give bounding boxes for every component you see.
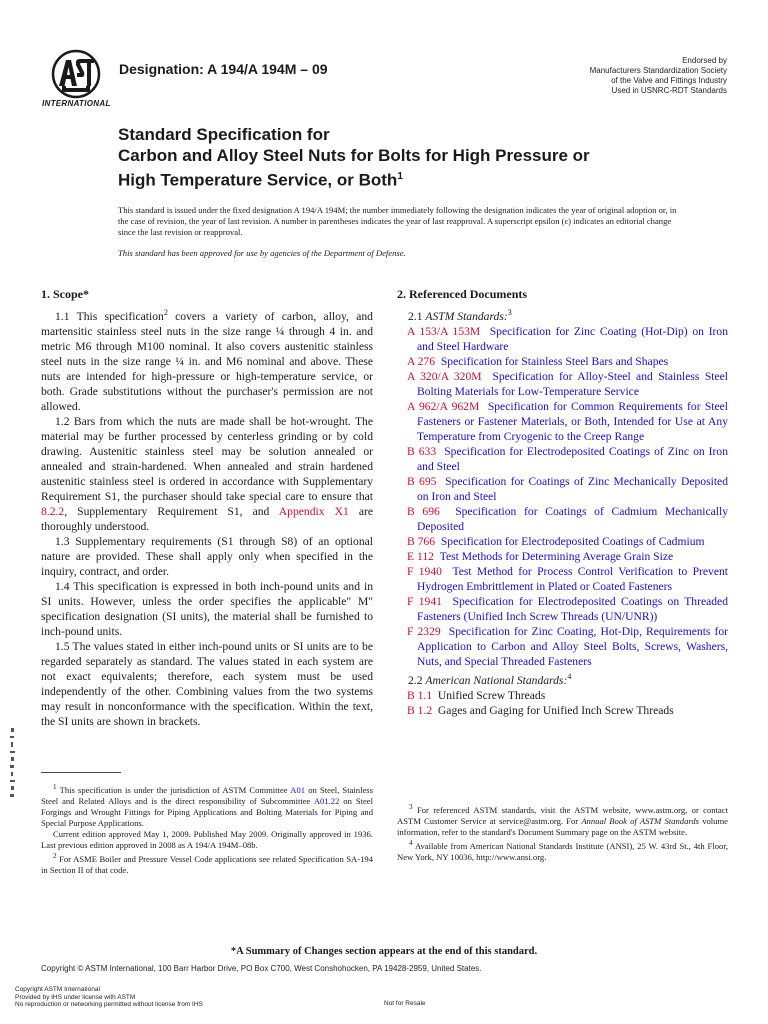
spacer [479,400,488,413]
text: covers a variety of carbon, alloy, and martensitic stainless steel nuts in the size range ¼ through 4 in. and metric M6 through M100 nominal. It also covers austenitic stainless steel nuts in the size range ¼ in. and M6 nominal and above. These nuts are intended for high-pressure or high-temperature service, or both. Grade substitutions without the purchaser's permission are not allowed. [41,309,373,413]
footnote-mark: 3 [409,803,413,811]
text: 1.2 Bars from which the nuts are made shall be hot-wrought. The material may be further processed by centerless grinding or by cold drawing. Austenitic stainless steel may be solution annealed or annealed and strain-hardened. When annealed and strain hardened austenitic stainless steel is ordered in accordance with Supplementary Requirement S1, the purchaser should take special care to ensure that [41,414,373,503]
spacer [442,595,453,608]
reference-title-link[interactable]: Specification for Electrodeposited Coatings on Threaded Fasteners (Unified Inch Screw Threads (UN/UNR)) [417,594,728,623]
margin-watermark [8,728,17,800]
text: volume information, refer to the standard's Document Summary page on the ASTM website. [397,815,728,837]
spacer [436,445,444,458]
title-line: Standard Specification for [118,125,330,144]
text: 2.1 [408,309,426,323]
footnote-mark: 2 [53,851,57,860]
reference-item [397,504,728,534]
endorsement-line: of the Valve and Fittings Industry [611,76,727,85]
text: Available from American National Standards Institute (ANSI), 25 W. 43rd St., 4th Floor, New York, NY 10036, http://www.ansi.org. [397,840,728,862]
endorsement-line: Manufacturers Standardization Society [589,66,727,75]
text: ASTM Standards: [425,309,508,323]
reference-code-link[interactable]: F 1940 [407,564,442,578]
spacer [480,325,489,338]
issue-note: This standard is issued under the fixed designation A 194/A 194M; the number immediately following the designation indicates the year of original adoption or, in the case of revision, the year of last revision. A number in parentheses indicates the year of last reapproval. A superscript epsilon (ε) indicates an editorial change since the last revision or reapproval. [118,205,677,238]
footnote-mark: 1 [53,783,57,791]
text: For referenced ASTM standards, visit the ASTM website, www.astm.org, or contact ASTM Customer Service at service@astm.org. For [397,804,728,826]
footnote-3 [397,802,728,838]
reference-title-link[interactable]: Specification for Coatings of Cadmium Mechanically Deposited [417,504,728,533]
license-line: No reproduction or networking permitted without license from IHS [15,1001,203,1009]
reference-item [397,444,728,474]
spacer [442,565,453,578]
reference-code-link[interactable]: A 276 [407,354,436,368]
reference-item [397,688,728,703]
reference-title-link[interactable]: Test Methods for Determining Average Grain Size [439,549,674,563]
reference-code-link[interactable]: B 1.2 [407,703,433,717]
document-title [118,124,678,191]
text: For ASME Boiler and Pressure Vessel Code applications see related Specification SA-194 in Section II of that code. [41,853,373,875]
margin-glyphs [8,728,17,800]
paragraph-1-5: 1.5 The values stated in either inch-pound units or SI units are to be regarded separately as standard. The values stated in each system are not exact equivalents; therefore, each system must be used independently of the other. Combining values from the two systems may result in nonconformance with the specification. Within the text, the SI units are shown in brackets. [41,639,373,728]
text: 1.1 This specification [55,309,164,323]
reference-item [397,594,728,624]
reference-title-link[interactable]: Specification for Zinc Coating (Hot-Dip) on Iron and Steel Hardware [417,324,729,353]
reference-item [397,534,728,549]
edition-note: Current edition approved May 1, 2009. Published May 2009. Originally approved in 1936. Last previous edition approved in 2008 as A 194/A 194M–08b. [41,828,373,850]
license-line: Provided by IHS under license with ASTM [15,993,136,1001]
reference-item [397,354,728,369]
footnotes-left [41,782,373,876]
logo-wordmark: INTERNATIONAL [42,99,111,108]
paragraph-1-2 [41,414,373,534]
reference-title-link[interactable]: Specification for Stainless Steel Bars and Shapes [440,354,669,368]
ansi-standards-label [397,669,728,688]
title-footnote-mark: 1 [397,171,403,182]
footnote-2 [41,851,373,876]
reference-code-link[interactable]: A 320/A 320M [407,369,482,383]
ansi-reference-list [397,688,728,718]
reference-title-link[interactable]: Specification for Zinc Coating, Hot-Dip, Requirements for Application to Carbon and Alloy Steel Bolts, Screws, Washers, Nuts, and Special Threaded Fasteners [417,624,728,668]
reference-code-link[interactable]: B 695 [407,474,437,488]
text: This specification is under the jurisdiction of ASTM Committee [56,784,291,795]
paragraph-1-1 [41,305,373,414]
reference-item [397,624,728,669]
reference-item [397,564,728,594]
astm-standards-label [397,305,728,324]
subcommittee-link[interactable]: A01.22 [313,795,340,806]
title-line-text: High Temperature Service, or Both [118,170,398,190]
paragraph-1-3: 1.3 Supplementary requirements (S1 through S8) of an optional nature are provided. These shall apply only when specified in the inquiry, contract, and order. [41,534,373,578]
reference-title-link[interactable]: Specification for Alloy-Steel and Stainless Steel Bolting Materials for Low-Temperature Service [417,369,729,398]
reference-item [397,549,728,564]
not-for-resale: Not for Resale [384,1000,426,1007]
reference-code-link[interactable]: A 962/A 962M [407,399,480,413]
reference-title-link[interactable]: Gages and Gaging for Unified Inch Screw Threads [437,703,674,717]
committee-link[interactable]: A01 [290,784,306,795]
footnote-ref: 4 [567,671,572,681]
astm-reference-list [397,324,728,669]
reference-code-link[interactable]: B 766 [407,534,436,548]
defense-note: This standard has been approved for use by agencies of the Department of Defense. [118,248,406,258]
astm-logo [40,48,112,114]
spacer [440,505,455,518]
footnote-ref: 2 [163,308,168,317]
reference-item [397,399,728,444]
footnote-1 [41,782,373,829]
reference-title-link[interactable]: Unified Screw Threads [437,688,546,702]
reference-code-link[interactable]: B 633 [407,444,437,458]
reference-item [397,474,728,504]
text: , Supplementary Requirement S1, and [64,504,279,518]
reference-title-link[interactable]: Specification for Common Requirements for Steel Fasteners or Fastener Materials, or Both, Intended for Use at Any Temperature from Cryogenic to the Creep Range [417,399,729,443]
designation: Designation: A 194/A 194M – 09 [119,61,328,77]
reference-title-link[interactable]: Specification for Electrodeposited Coatings of Cadmium [440,534,705,548]
footnote-divider [41,772,121,773]
title-line: Carbon and Alloy Steel Nuts for Bolts for High Pressure or [118,146,590,165]
reference-code-link[interactable]: E 112 [407,549,434,563]
footnotes-right [397,802,728,863]
text: American National Standards: [425,673,568,687]
reference-title-link[interactable]: Specification for Electrodeposited Coatings of Zinc on Iron and Steel [417,444,728,473]
scope-section [41,287,373,729]
section-heading: 2. Referenced Documents [397,287,528,301]
footnote-ref: 3 [507,308,512,317]
spacer [482,370,493,383]
endorsement-line: Endorsed by [682,56,727,65]
text: are thoroughly understood. [41,504,373,533]
reference-title-link[interactable]: Specification for Coatings of Zinc Mechanically Deposited on Iron and Steel [417,474,728,503]
reference-code-link[interactable]: A 153/A 153M [407,324,481,338]
section-link[interactable]: 8.2.2 [41,504,65,518]
endorsement-line: Used in USNRC-RDT Standards [611,86,727,95]
reference-code-link[interactable]: B 1.1 [407,688,433,702]
appendix-link[interactable]: Appendix X1 [278,504,349,518]
spacer [441,625,449,638]
license-block [15,986,203,1009]
endorsement-block [590,56,727,96]
license-line: Copyright ASTM International [15,986,100,993]
reference-code-link[interactable]: F 1941 [407,594,442,608]
spacer [436,475,445,488]
footnote-4 [397,838,728,863]
reference-item [397,703,728,718]
text: 2.2 [408,673,426,687]
title-line [118,166,678,191]
reference-code-link[interactable]: F 2329 [407,624,441,638]
text: on Steel Forgings and Wrought Fittings for Piping Applications and Bolting Materials for Piping and Special Purpose Applications. [41,795,374,828]
reference-title-link[interactable]: Test Method for Process Control Verification to Prevent Hydrogen Embrittlement in Plated or Coated Fasteners [417,564,728,593]
text: on Steel, Stainless Steel and Related Alloys and is the direct responsibility of Subcommittee [41,784,373,806]
paragraph-1-4: 1.4 This specification is expressed in both inch-pound units and in SI units. However, unless the order specifies the applicable" M" specification designation (SI units), the material shall be furnished to inch-pound units. [41,579,373,638]
referenced-documents-section [397,287,728,718]
text: Annual Book of ASTM Standards [581,815,700,826]
footnote-mark: 4 [409,838,413,847]
section-heading: 1. Scope* [41,287,89,301]
reference-code-link[interactable]: B 696 [407,504,440,518]
reference-item [397,369,728,399]
summary-note: *A Summary of Changes section appears at the end of this standard. [230,946,538,957]
reference-item [397,324,728,354]
copyright-line: Copyright © ASTM International, 100 Barr Harbor Drive, PO Box C700, West Conshohocken, PA 19428-2959, United States. [41,964,482,973]
